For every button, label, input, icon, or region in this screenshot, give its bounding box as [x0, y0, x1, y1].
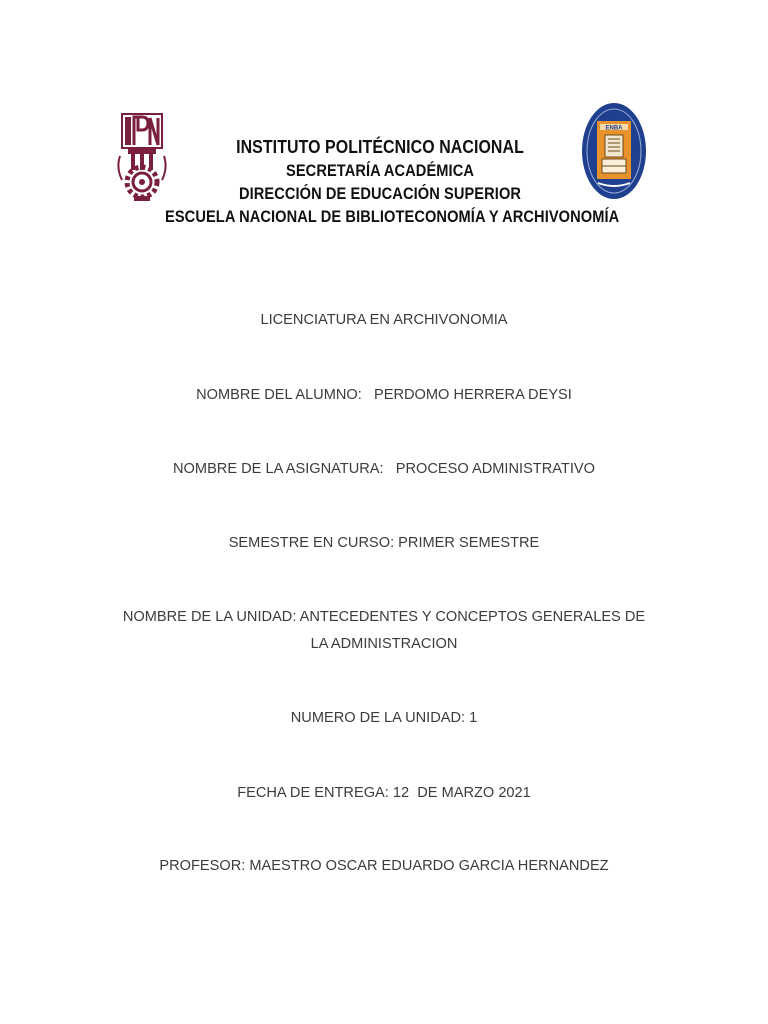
institution-header [165, 135, 620, 228]
secretariat-name: SECRETARÍA ACADÉMICA [286, 161, 474, 180]
school-name: ESCUELA NACIONAL DE BIBLIOTECONOMÍA Y ARCHIVONOMÍA [165, 207, 620, 226]
unit-name-line: NOMBRE DE LA UNIDAD: ANTECEDENTES Y CONCEPTOS GENERALES DE [122, 609, 646, 625]
semester-line: SEMESTRE EN CURSO: PRIMER SEMESTRE [228, 535, 540, 551]
svg-text:ENBA: ENBA [605, 125, 623, 132]
enba-logo-icon [580, 101, 648, 202]
direction-name: DIRECCIÓN DE EDUCACIÓN SUPERIOR [238, 184, 522, 203]
professor-line: PROFESOR: MAESTRO OSCAR EDUARDO GARCIA HERNANDEZ [159, 858, 609, 874]
ipn-logo-icon [114, 108, 170, 204]
unit-number-line: NUMERO DE LA UNIDAD: 1 [290, 710, 478, 726]
unit-name-line-continued: LA ADMINISTRACION [310, 636, 458, 652]
due-date-line: FECHA DE ENTREGA: 12 DE MARZO 2021 [237, 785, 531, 801]
student-line: NOMBRE DEL ALUMNO: PERDOMO HERRERA DEYSI [196, 387, 572, 403]
degree-line: LICENCIATURA EN ARCHIVONOMIA [260, 312, 508, 328]
subject-line: NOMBRE DE LA ASIGNATURA: PROCESO ADMINISTRATIVO [173, 461, 595, 477]
institution-name: INSTITUTO POLITÉCNICO NACIONAL [236, 136, 524, 157]
